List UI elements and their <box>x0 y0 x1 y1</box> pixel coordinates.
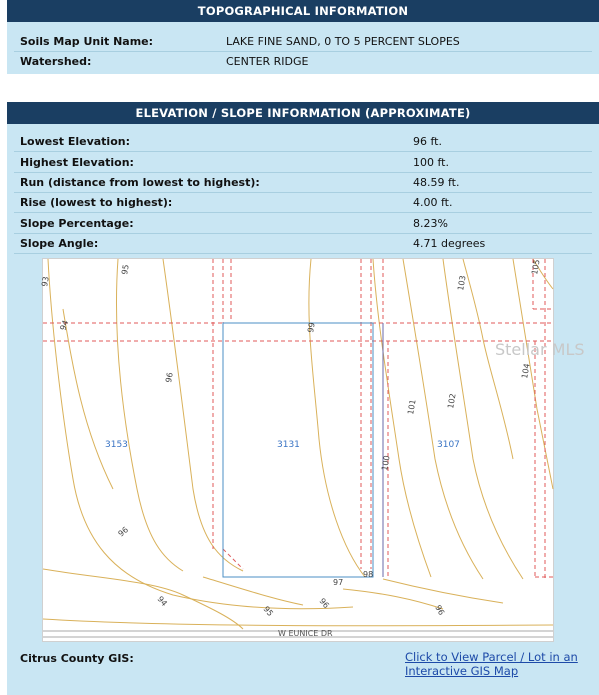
contour-label-96-road: 96 <box>317 596 331 611</box>
contour-99 <box>309 259 365 577</box>
contour-101 <box>403 259 483 579</box>
contour-93 <box>48 259 353 609</box>
contour-label-102: 102 <box>446 392 458 410</box>
contour-label-93: 93 <box>40 275 51 288</box>
contour-label-103: 103 <box>456 274 468 292</box>
contour-95 <box>117 259 183 571</box>
topographical-header: TOPOGRAPHICAL INFORMATION <box>7 0 599 22</box>
contour-95b <box>203 577 303 605</box>
contour-94b <box>43 569 243 629</box>
contour-104 <box>513 259 553 489</box>
contour-96b <box>343 589 443 609</box>
contour-road <box>43 619 553 626</box>
contour-label-94: 94 <box>58 319 71 332</box>
soils-row <box>14 31 592 52</box>
contour-100 <box>373 259 431 577</box>
lowest-elevation-value: 96 ft. <box>413 134 442 148</box>
elevation-header: ELEVATION / SLOPE INFORMATION (APPROXIMATE) <box>7 102 599 124</box>
gis-map-link[interactable] <box>405 650 578 678</box>
parcel-3131-outline <box>223 323 373 577</box>
highest-elevation-value: 100 ft. <box>413 155 449 169</box>
lowest-elevation-row <box>14 131 592 152</box>
gis-link-line2: Interactive GIS Map <box>405 664 519 678</box>
contour-96 <box>163 259 243 571</box>
soils-value: LAKE FINE SAND, 0 TO 5 PERCENT SLOPES <box>226 34 460 48</box>
contour-96c <box>383 579 503 603</box>
parcel-outline <box>223 323 383 577</box>
run-value: 48.59 ft. <box>413 175 460 189</box>
topo-map[interactable] <box>40 258 585 642</box>
gis-label: Citrus County GIS: <box>20 652 134 665</box>
slope-percentage-value: 8.23% <box>413 216 448 230</box>
contour-label-96: 96 <box>164 371 175 384</box>
slope-percentage-row <box>14 213 592 234</box>
contour-label-105: 105 <box>530 258 542 276</box>
contour-label-97: 97 <box>333 578 344 587</box>
lowest-elevation-label: Lowest Elevation: <box>20 134 130 148</box>
highest-elevation-row <box>14 152 592 173</box>
parcel-label-3107: 3107 <box>437 440 460 450</box>
contour-label-101: 101 <box>406 398 418 416</box>
slope-percentage-label: Slope Percentage: <box>20 216 134 230</box>
slope-angle-row <box>14 233 592 254</box>
rise-value: 4.00 ft. <box>413 195 453 209</box>
contour-label-94-lower: 94 <box>155 594 169 609</box>
contour-label-99: 99 <box>306 321 317 334</box>
parcel-labels <box>105 440 460 450</box>
highest-elevation-label: Highest Elevation: <box>20 155 134 169</box>
gis-link-line1: Click to View Parcel / Lot in an <box>405 650 578 664</box>
contour-label-104: 104 <box>520 362 532 380</box>
slope-angle-label: Slope Angle: <box>20 236 99 250</box>
contour-label-98: 98 <box>363 570 374 579</box>
run-row <box>14 172 592 193</box>
slope-angle-value: 4.71 degrees <box>413 236 486 250</box>
rise-row <box>14 192 592 213</box>
contour-103 <box>463 259 513 459</box>
watermark-text: Stellar MLS <box>495 340 585 359</box>
parcel-label-3153: 3153 <box>105 440 128 450</box>
contour-label-96-lower: 96 <box>116 525 131 539</box>
lot-line-diag <box>223 549 243 569</box>
contour-label-100: 100 <box>380 454 392 472</box>
watershed-row <box>14 51 592 71</box>
contour-label-96-right: 96 <box>433 603 447 617</box>
topo-map-svg <box>40 258 585 641</box>
watershed-label: Watershed: <box>20 54 92 68</box>
run-label: Run (distance from lowest to highest): <box>20 175 260 189</box>
contour-label-95: 95 <box>120 263 131 276</box>
contour-102 <box>443 259 523 579</box>
parcel-label-3131: 3131 <box>277 440 300 450</box>
topographical-panel <box>7 0 599 74</box>
contour-label-95-lower: 95 <box>261 604 275 619</box>
road-label: W EUNICE DR <box>278 629 333 638</box>
watershed-value: CENTER RIDGE <box>226 54 309 68</box>
soils-label: Soils Map Unit Name: <box>20 34 154 48</box>
rise-label: Rise (lowest to highest): <box>20 195 173 209</box>
road <box>43 629 553 638</box>
